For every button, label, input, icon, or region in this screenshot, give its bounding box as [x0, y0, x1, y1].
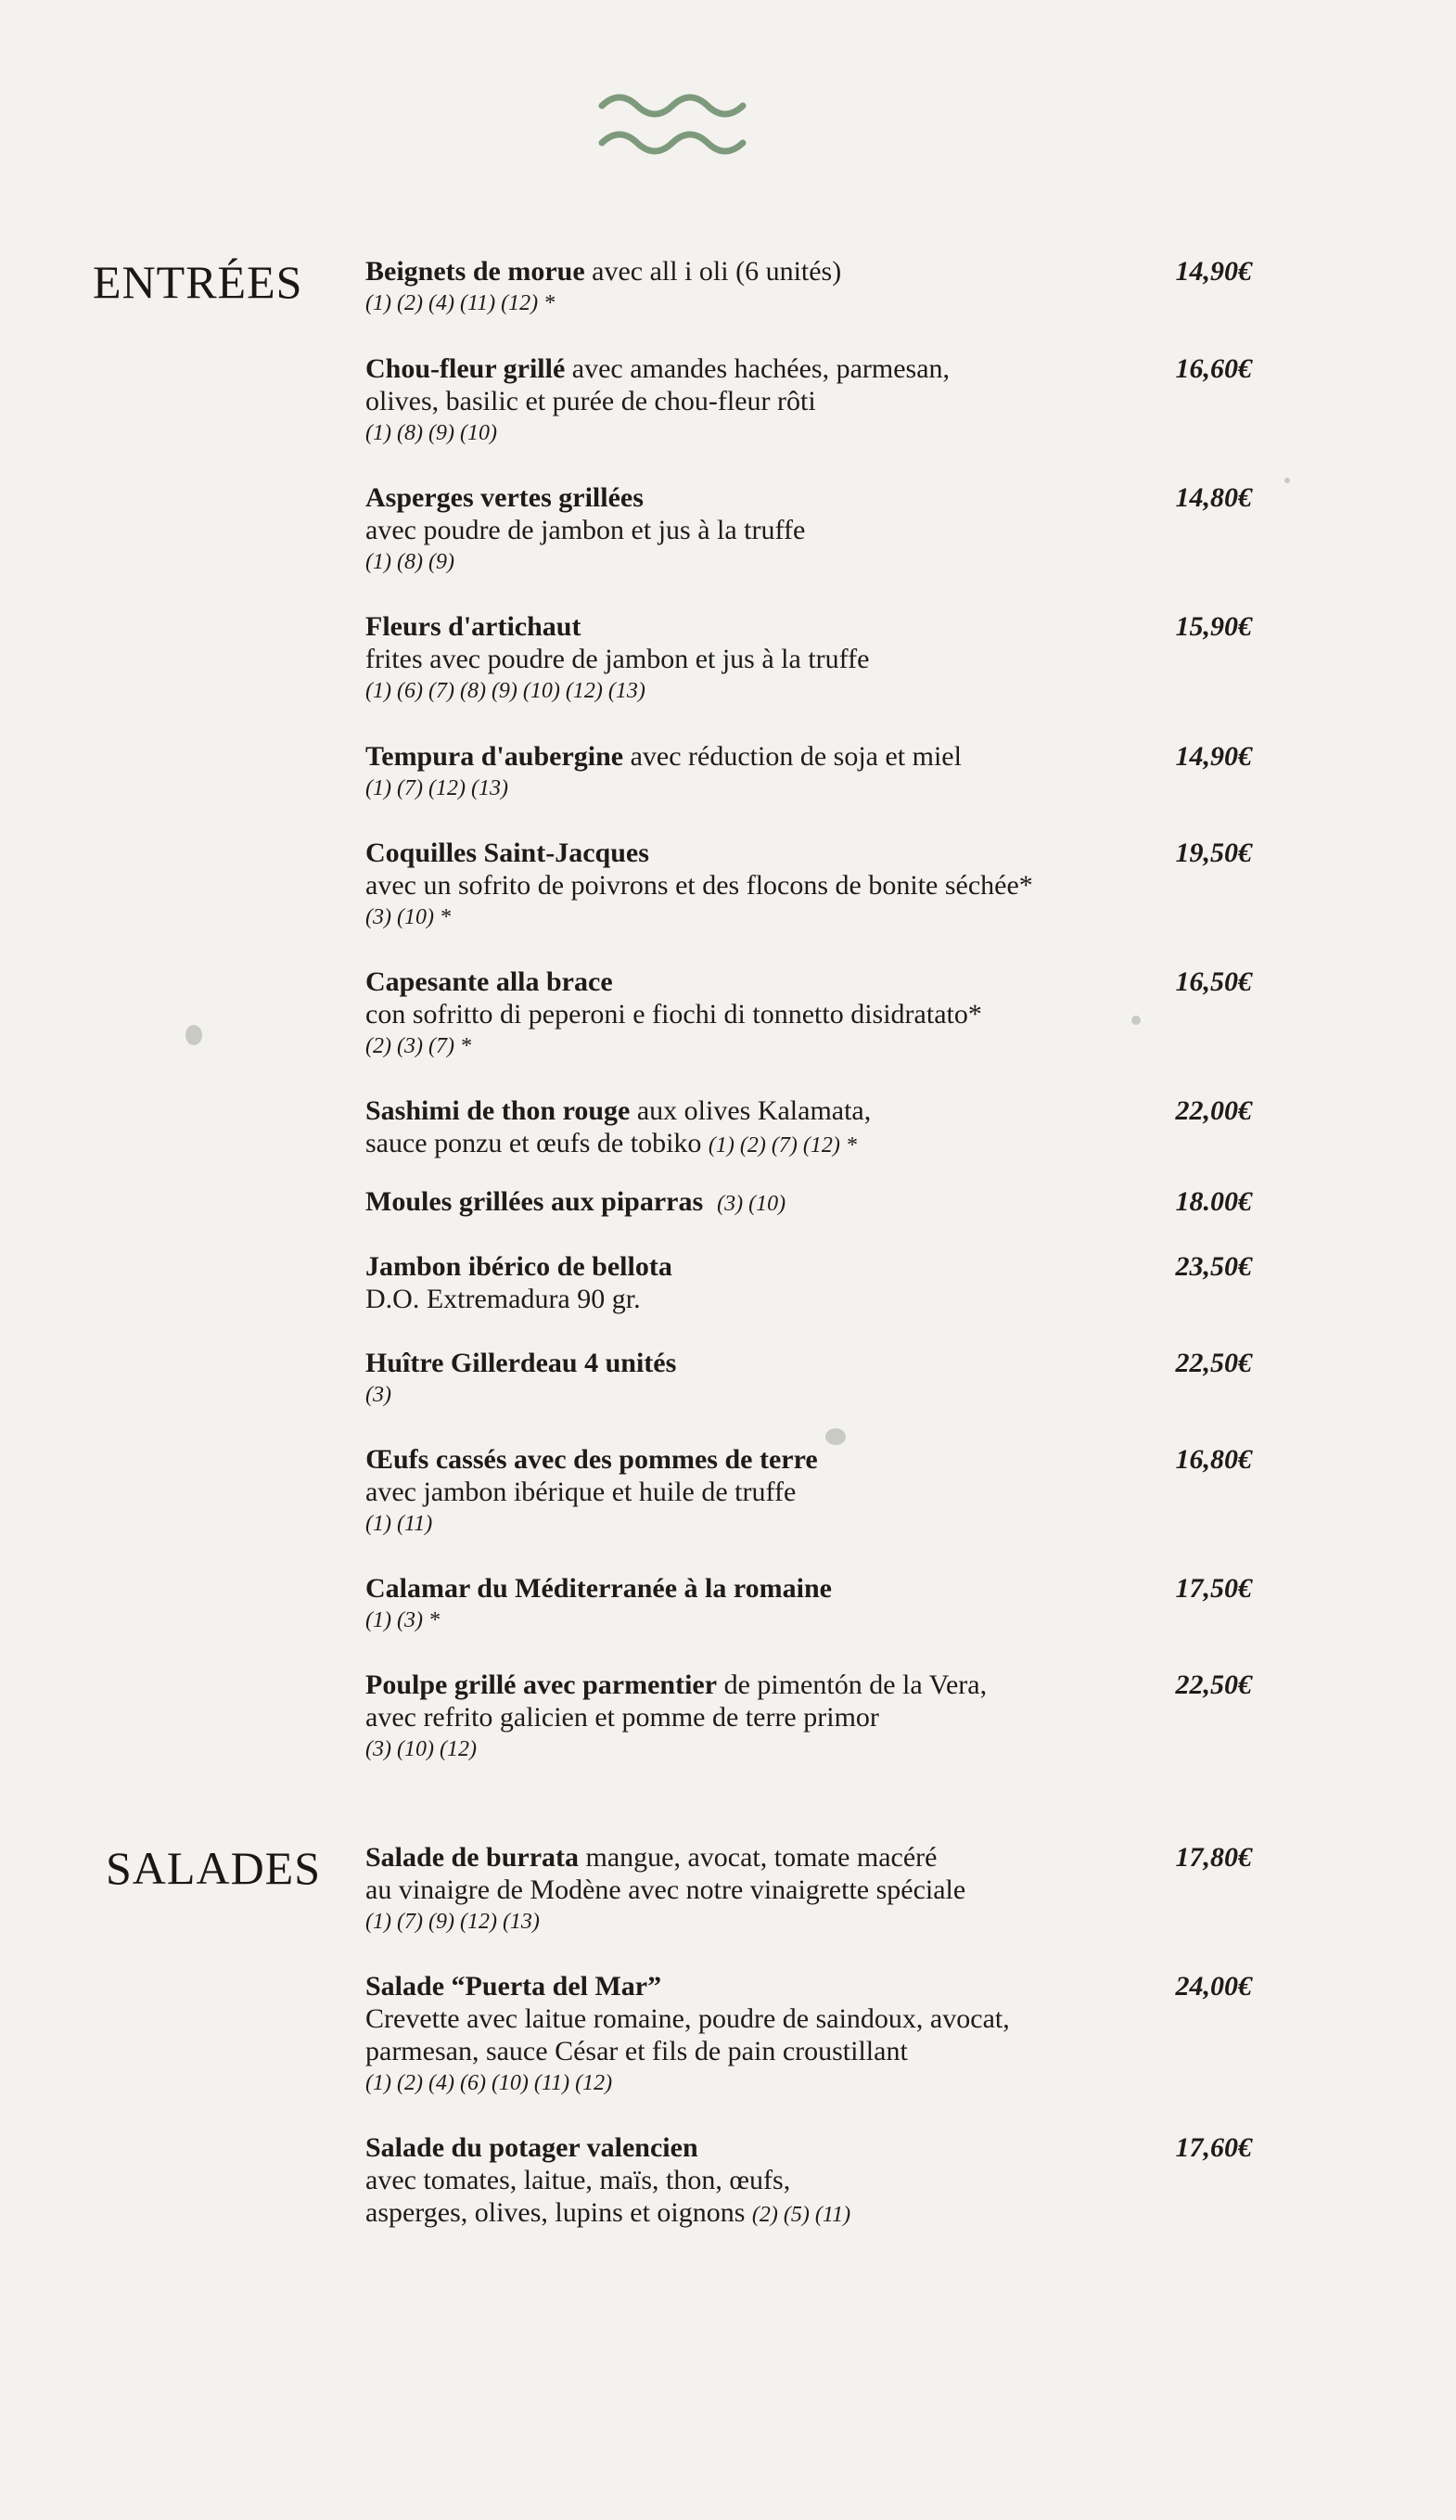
menu-item [365, 1185, 1252, 1221]
menu-item [365, 740, 1252, 805]
item-description: avec all i oli (6 unités) [584, 256, 842, 287]
item-price: 23,50€ [1175, 1251, 1252, 1282]
item-price: 17,60€ [1175, 2132, 1252, 2163]
item-price: 16,60€ [1175, 353, 1252, 384]
item-price: 24,00€ [1175, 1971, 1252, 2002]
item-description: avec amandes hachées, parmesan, [565, 353, 951, 384]
item-price: 15,90€ [1175, 611, 1252, 642]
item-allergens: (3) (10) (12) [365, 1737, 477, 1761]
item-description: Crevette avec laitue romaine, poudre de saindoux, avocat, [365, 2003, 1010, 2034]
item-price: 22,50€ [1175, 1348, 1252, 1378]
item-name: Poulpe grillé avec parmentier [365, 1669, 718, 1700]
item-allergens: (1) (2) (7) (12) * [708, 1133, 857, 1158]
item-description-line3: asperges, olives, lupins et oignons [365, 2197, 752, 2228]
item-description: avec réduction de soja et miel [623, 741, 962, 772]
item-allergens: (1) (11) [365, 1512, 433, 1536]
item-name: Fleurs d'artichaut [365, 611, 581, 642]
menu-item [365, 1841, 1252, 1938]
item-description: de pimentón de la Vera, [717, 1669, 988, 1700]
item-description: con sofritto di peperoni e fiochi di tonnetto disidratato* [365, 999, 982, 1030]
item-description: avec un sofrito de poivrons et des flocons de bonite séchée* [365, 870, 1033, 901]
section-title: SALADES [106, 1842, 322, 1894]
item-description: frites avec poudre de jambon et jus à la truffe [365, 644, 870, 674]
item-allergens: (1) (6) (7) (8) (9) (10) (12) (13) [365, 679, 645, 703]
menu-item [365, 1250, 1252, 1315]
item-allergens: (2) (3) (7) * [365, 1034, 471, 1058]
item-price: 14,80€ [1175, 482, 1252, 513]
item-allergens: (2) (5) (11) [751, 2203, 851, 2227]
item-name: Huître Gillerdeau 4 unités [365, 1348, 677, 1378]
item-description-line3: parmesan, sauce César et fils de pain croustillant [365, 2036, 908, 2066]
menu-item [365, 255, 1252, 320]
item-name: Œufs cassés avec des pommes de terre [365, 1444, 818, 1475]
item-description: aux olives Kalamata, [630, 1095, 872, 1126]
item-allergens: (1) (2) (4) (11) (12) * [365, 291, 556, 315]
item-description: avec tomates, laitue, maïs, thon, œufs, [365, 2165, 791, 2195]
menu-item [365, 1572, 1252, 1637]
item-price: 22,00€ [1175, 1095, 1252, 1126]
item-name: Moules grillées aux piparras [365, 1186, 704, 1217]
item-allergens: (1) (3) * [365, 1608, 440, 1632]
paper-speck [185, 1025, 202, 1045]
item-name: Chou-fleur grillé [365, 353, 566, 384]
item-description-line2: sauce ponzu et œufs de tobiko [365, 1128, 709, 1158]
section-title: ENTRÉES [93, 256, 303, 308]
item-name: Calamar du Méditerranée à la romaine [365, 1573, 832, 1604]
item-name: Salade du potager valencien [365, 2132, 698, 2163]
item-allergens: (1) (8) (9) [365, 550, 454, 574]
waves-icon [598, 85, 756, 161]
item-name: Salade de burrata [365, 1842, 580, 1873]
item-price: 16,80€ [1175, 1444, 1252, 1475]
item-allergens: (3) (10) [717, 1192, 786, 1216]
item-allergens: (1) (7) (12) (13) [365, 776, 508, 800]
menu-item [365, 1094, 1252, 1162]
item-allergens: (3) (10) * [365, 905, 451, 929]
item-description-line2: avec refrito galicien et pomme de terre primor [365, 1702, 879, 1733]
item-name: Salade “Puerta del Mar” [365, 1971, 662, 2002]
item-allergens: (1) (7) (9) (12) (13) [365, 1910, 540, 1934]
item-name: Asperges vertes grillées [365, 482, 644, 513]
item-price: 16,50€ [1175, 966, 1252, 997]
menu-item [365, 1970, 1252, 2100]
menu-item [365, 610, 1252, 708]
item-description: mangue, avocat, tomate macéré [579, 1842, 938, 1873]
item-description: avec poudre de jambon et jus à la truffe [365, 515, 806, 545]
item-price: 18.00€ [1175, 1186, 1252, 1217]
menu-item [365, 837, 1252, 934]
item-name: Coquilles Saint-Jacques [365, 838, 649, 868]
item-price: 14,90€ [1175, 256, 1252, 287]
item-price: 17,80€ [1175, 1842, 1252, 1873]
item-name: Jambon ibérico de bellota [365, 1251, 672, 1282]
menu-item [365, 966, 1252, 1063]
paper-speck [1284, 478, 1290, 483]
item-name: Capesante alla brace [365, 966, 613, 997]
item-name: Sashimi de thon rouge [365, 1095, 631, 1126]
item-name: Beignets de morue [365, 256, 585, 287]
item-allergens: (1) (2) (4) (6) (10) (11) (12) [365, 2071, 613, 2095]
item-price: 19,50€ [1175, 838, 1252, 868]
menu-item [365, 1669, 1252, 1766]
item-description-line2: olives, basilic et purée de chou-fleur rôti [365, 386, 816, 416]
item-description-line2: au vinaigre de Modène avec notre vinaigrette spéciale [365, 1874, 966, 1905]
item-description: avec jambon ibérique et huile de truffe [365, 1477, 797, 1507]
item-price: 17,50€ [1175, 1573, 1252, 1604]
menu-item [365, 2131, 1252, 2232]
item-name: Tempura d'aubergine [365, 741, 624, 772]
menu-item [365, 352, 1252, 450]
item-price: 14,90€ [1175, 741, 1252, 772]
item-description: D.O. Extremadura 90 gr. [365, 1284, 641, 1314]
item-allergens: (3) [365, 1383, 391, 1407]
item-price: 22,50€ [1175, 1669, 1252, 1700]
menu-item [365, 481, 1252, 579]
menu-item [365, 1443, 1252, 1541]
item-allergens: (1) (8) (9) (10) [365, 421, 497, 445]
menu-item [365, 1347, 1252, 1412]
